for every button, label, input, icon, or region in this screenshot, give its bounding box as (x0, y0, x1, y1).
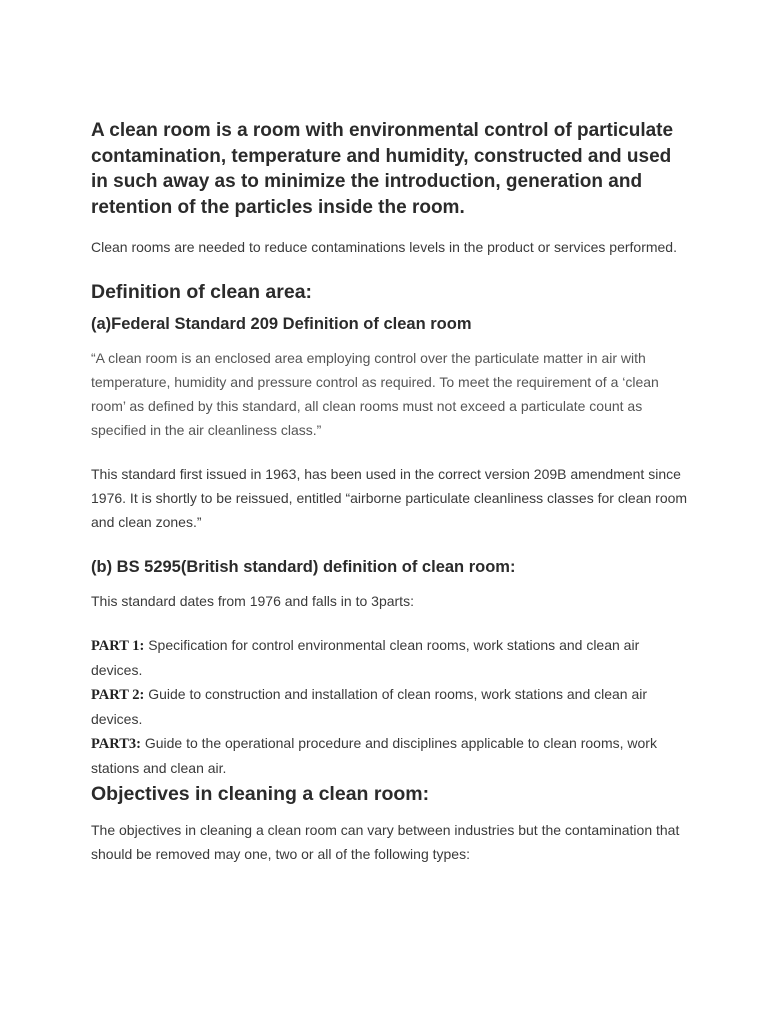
objectives-heading: Objectives in cleaning a clean room: (91, 783, 430, 805)
bs-standard-heading: (b) BS 5295(British standard) definition of clean room: (91, 558, 516, 576)
bs-intro-paragraph: This standard dates from 1976 and falls in to 3parts: (91, 593, 414, 609)
intro-paragraph: Clean rooms are needed to reduce contaminations levels in the product or services performed. (91, 239, 677, 255)
document-page (91, 118, 691, 866)
definition-heading: Definition of clean area: (91, 281, 313, 303)
part-label: PART 1: (91, 638, 145, 654)
federal-definition-quote: “A clean room is an enclosed area employing control over the particulate matter in air with temperature, humidity and pressure control as required. To meet the requirement of a ‘clean room’ as defined by this standard, all clean rooms must not exceed a particulate count as specified in the air cleanliness class.” (91, 350, 659, 438)
bs-parts-list (91, 633, 691, 780)
list-item (91, 682, 691, 731)
list-item (91, 731, 691, 780)
objectives-paragraph: The objectives in cleaning a clean room can vary between industries but the contamination that should be removed may one, two or all of the following types: (91, 822, 680, 862)
part-text: Specification for control environmental clean rooms, work stations and clean air devices. (91, 637, 640, 678)
part-label: PART 2: (91, 687, 145, 703)
lead-heading: A clean room is a room with environmental control of particulate contamination, temperature and humidity, constructed and used in such away as to minimize the introduction, generation and retention of the particles inside the room. (91, 120, 674, 218)
list-item (91, 633, 691, 682)
part-text: Guide to the operational procedure and disciplines applicable to clean rooms, work stations and clean air. (91, 735, 657, 776)
federal-history-paragraph: This standard first issued in 1963, has been used in the correct version 209B amendment since 1976. It is shortly to be reissued, entitled “airborne particulate cleanliness classes for clean room and clean zones.” (91, 466, 688, 530)
part-label: PART3: (91, 736, 141, 752)
part-text: Guide to construction and installation of clean rooms, work stations and clean air devices. (91, 686, 648, 727)
federal-standard-heading: (a)Federal Standard 209 Definition of clean room (91, 315, 472, 333)
